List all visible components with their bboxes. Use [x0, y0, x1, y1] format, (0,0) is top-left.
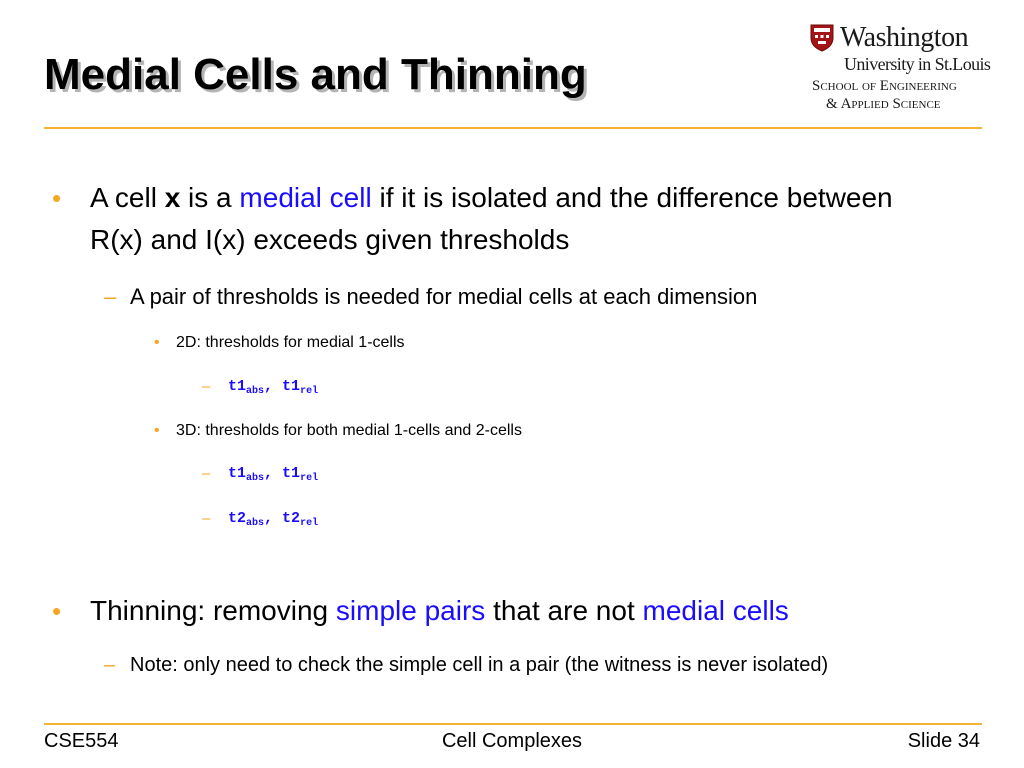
threshold-formula: $t1_{abs}$, $t1_{rel}$	[228, 465, 319, 484]
dash-marker: –	[104, 654, 116, 676]
threshold-formula: $t2_{abs}$, $t2_{rel}$	[228, 510, 319, 529]
logo-applied-science-line: & Applied Science	[826, 96, 941, 112]
university-shield-icon	[810, 24, 834, 52]
dash-marker: –	[104, 284, 117, 309]
title-divider	[44, 127, 982, 129]
footer-divider	[44, 723, 982, 725]
footer-topic: Cell Complexes	[441, 730, 583, 752]
term-medial-cell: medial cell	[239, 182, 372, 213]
slide-title: Medial Cells and Thinning	[44, 50, 587, 99]
term-simple-pairs: simple pairs	[335, 595, 486, 626]
dash-marker: –	[202, 465, 211, 482]
bullet-dot: •	[154, 422, 160, 439]
threshold-formula: $t1_{abs}$, $t1_{rel}$	[228, 378, 319, 397]
bullet-dot: •	[154, 334, 160, 351]
logo-school-line: School of Engineering	[812, 78, 957, 94]
logo-washington: Washington	[840, 22, 969, 53]
footer-course: CSE554	[44, 730, 119, 752]
bullet-text: Thinning: removing simple pairs that are not medial cells	[90, 595, 789, 626]
university-logo	[810, 22, 991, 116]
dash-marker: –	[202, 510, 211, 527]
bullet-dot: •	[52, 183, 62, 213]
term-medial-cells: medial cells	[642, 595, 789, 626]
bullet-text: A cell x is a medial cell if it is isolated and the difference between R(x) and I(x) exceeds given thresholds	[90, 182, 893, 255]
bullet-dot: •	[52, 596, 62, 626]
footer-slide-number: Slide 34	[907, 730, 980, 752]
dash-marker: –	[202, 378, 211, 395]
logo-university-line: University in St.Louis	[844, 54, 991, 74]
